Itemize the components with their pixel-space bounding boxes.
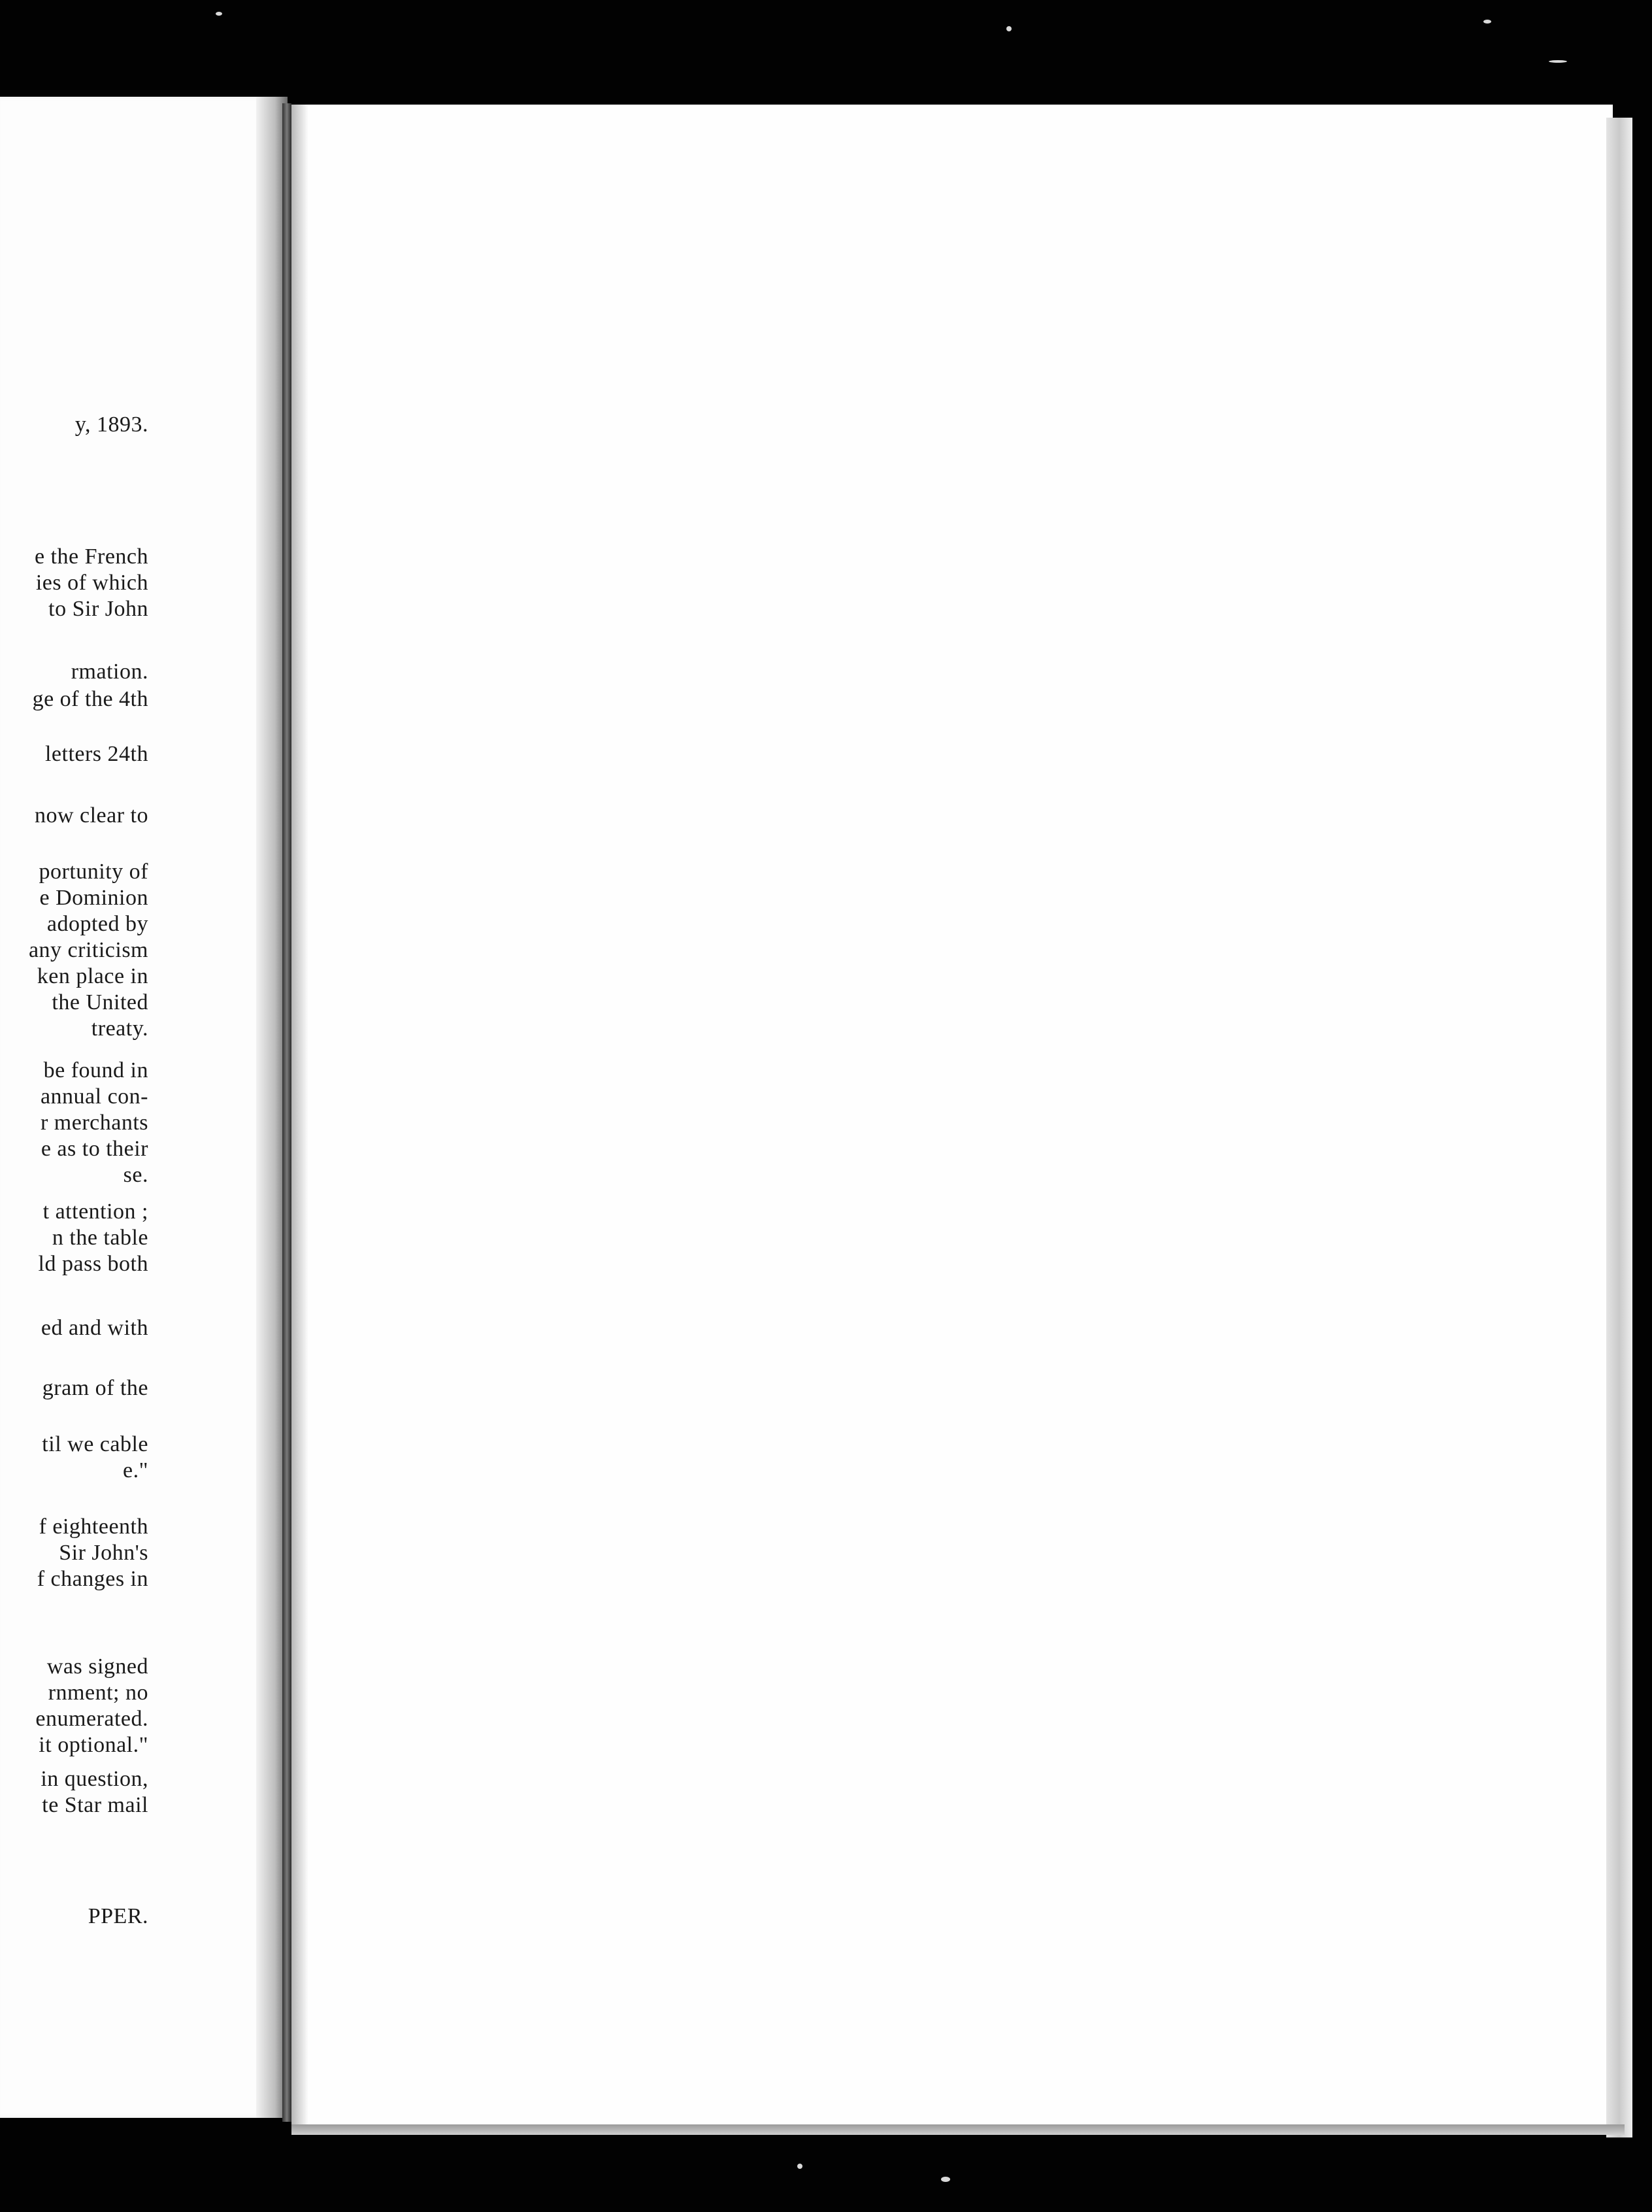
text-line: til we cable bbox=[42, 1432, 148, 1456]
line-b bbox=[33, 686, 148, 712]
scan-speck bbox=[1483, 20, 1491, 24]
text-line: treaty. bbox=[91, 1016, 148, 1041]
right-page-inner-shadow bbox=[291, 105, 308, 2134]
text-line: it optional." bbox=[39, 1733, 148, 1757]
text-line: r merchants bbox=[40, 1111, 148, 1135]
paragraph-5 bbox=[42, 1432, 148, 1484]
scan-speck bbox=[1006, 26, 1012, 31]
text-line: to Sir John bbox=[48, 597, 148, 621]
date-fragment-text: y, 1893. bbox=[74, 412, 148, 437]
line-d bbox=[35, 803, 148, 829]
paragraph-6 bbox=[37, 1514, 148, 1592]
scan-speck bbox=[1549, 60, 1567, 63]
text-line: ld pass both bbox=[38, 1252, 148, 1276]
text-line: ge of the 4th bbox=[32, 687, 148, 711]
text-line: PPER. bbox=[88, 1904, 148, 1928]
line-f bbox=[42, 1375, 148, 1401]
text-line: Sir John's bbox=[59, 1541, 148, 1565]
scan-speck bbox=[797, 2164, 802, 2169]
text-line: was signed bbox=[46, 1654, 148, 1679]
paragraph-8 bbox=[41, 1766, 148, 1818]
text-line: se. bbox=[123, 1163, 148, 1187]
book-spine bbox=[282, 103, 291, 2122]
paragraph-3 bbox=[41, 1058, 148, 1188]
text-line: enumerated. bbox=[35, 1707, 148, 1731]
scan-speck bbox=[216, 12, 222, 16]
text-line: rnment; no bbox=[48, 1681, 148, 1705]
text-line: adopted by bbox=[46, 912, 148, 936]
text-line: any criticism bbox=[28, 938, 148, 962]
text-line: ed and with bbox=[41, 1316, 148, 1340]
date-fragment bbox=[75, 412, 148, 438]
text-line: in question, bbox=[41, 1767, 148, 1791]
text-line: e Dominion bbox=[39, 886, 148, 910]
text-line: letters 24th bbox=[44, 742, 148, 766]
paragraph-7 bbox=[35, 1654, 148, 1758]
text-line: rmation. bbox=[71, 660, 148, 684]
line-e bbox=[41, 1315, 148, 1341]
text-line: n the table bbox=[52, 1226, 148, 1250]
paragraph-2 bbox=[29, 859, 148, 1042]
text-line: e as to their bbox=[41, 1137, 148, 1161]
text-line: ies of which bbox=[35, 571, 148, 595]
text-line: t attention ; bbox=[42, 1199, 148, 1224]
text-line: e." bbox=[123, 1458, 148, 1483]
text-line: ken place in bbox=[37, 964, 148, 988]
text-line: be found in bbox=[43, 1058, 148, 1082]
line-a bbox=[71, 659, 148, 685]
text-line: f eighteenth bbox=[39, 1515, 148, 1539]
line-c bbox=[45, 741, 148, 767]
scan-speck bbox=[941, 2177, 950, 2182]
paragraph-4 bbox=[39, 1199, 148, 1277]
text-line: the United bbox=[52, 990, 148, 1014]
text-line: te Star mail bbox=[42, 1793, 148, 1817]
right-page-edge bbox=[1606, 118, 1632, 2137]
right-page-blank bbox=[291, 105, 1613, 2134]
text-line: f changes in bbox=[37, 1567, 148, 1591]
text-line: annual con- bbox=[40, 1084, 148, 1109]
text-line: portunity of bbox=[39, 860, 148, 884]
text-line: now clear to bbox=[34, 803, 148, 828]
text-line: gram of the bbox=[42, 1376, 148, 1400]
signature-fragment bbox=[88, 1903, 148, 1930]
bottom-page-edge bbox=[291, 2124, 1625, 2135]
paragraph-1 bbox=[35, 544, 148, 622]
text-line: e the French bbox=[34, 545, 148, 569]
